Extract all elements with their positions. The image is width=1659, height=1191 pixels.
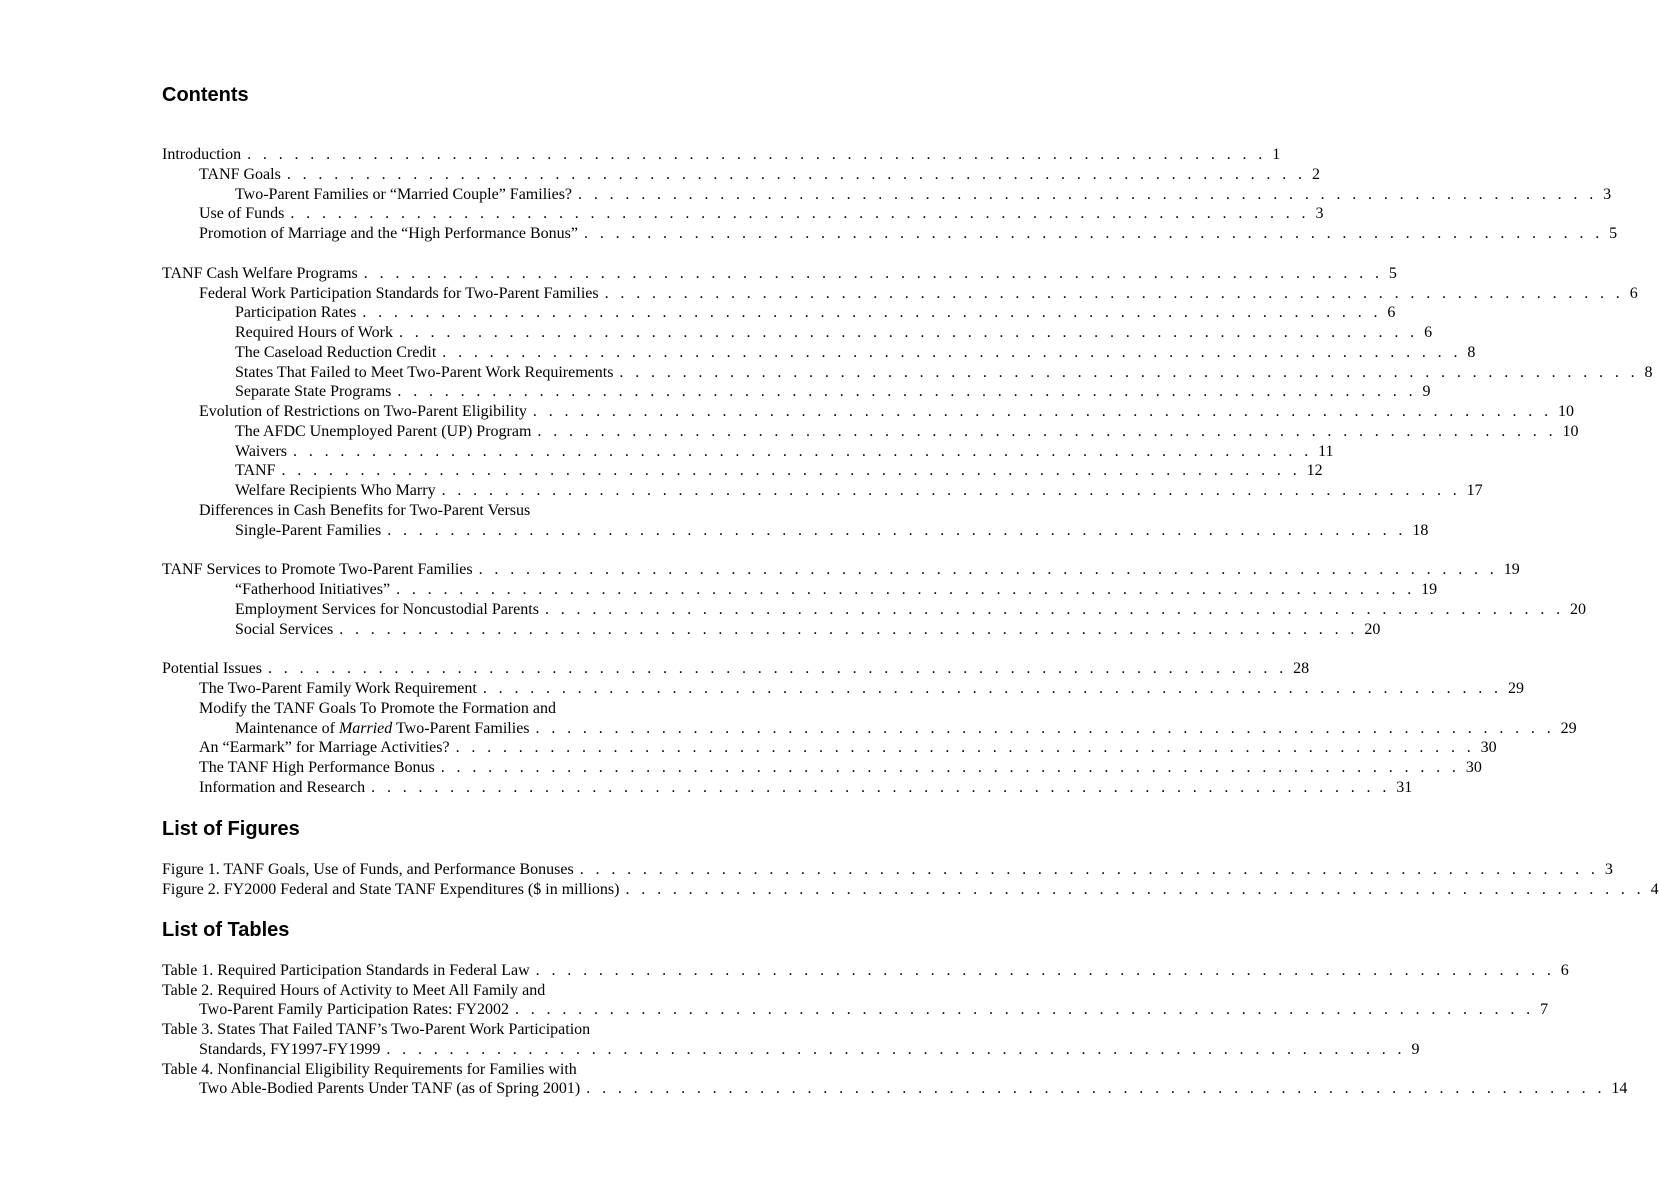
toc-entry-page: 5 <box>1388 265 1397 282</box>
leader-dots: . . . . . . . . . . . . . . . . . . . . . . . . . . . . . . . . . . . . . . . . . . . . . . . . . . . . . . . . . . . . . . . . . <box>290 205 1310 222</box>
label-part: Two-Parent Families <box>392 720 530 737</box>
contents-heading: Contents <box>162 84 249 106</box>
toc-entry-label: The Two-Parent Family Work Requirement <box>199 680 477 697</box>
toc-entry[interactable] <box>235 442 1334 462</box>
leader-dots: . . . . . . . . . . . . . . . . . . . . . . . . . . . . . . . . . . . . . . . . . . . . . . . . . . . . . . . . . . . . . . . . . <box>478 561 1498 578</box>
toc-entry-page: 1 <box>1272 146 1281 163</box>
toc-entry-page: 9 <box>1422 383 1431 400</box>
leader-dots: . . . . . . . . . . . . . . . . . . . . . . . . . . . . . . . . . . . . . . . . . . . . . . . . . . . . . . . . . . . . . . . . . <box>579 861 1599 878</box>
toc-entry-label: Waivers <box>235 443 288 460</box>
toc-entry-label: TANF Goals <box>199 166 281 183</box>
toc-entry-label: Promotion of Marriage and the “High Performance Bonus” <box>199 225 579 242</box>
figure-entry-page: 4 <box>1650 881 1659 898</box>
toc-entry[interactable] <box>162 659 1310 679</box>
figures-heading: List of Figures <box>162 818 300 840</box>
table-entry-label-line[interactable]: Table 3. States That Failed TANF’s Two-Parent Work Participation <box>162 1021 591 1038</box>
leader-dots: . . . . . . . . . . . . . . . . . . . . . . . . . . . . . . . . . . . . . . . . . . . . . . . . . . . . . . . . . . . . . . . . . <box>625 881 1645 898</box>
toc-entry-page: 6 <box>1387 304 1396 321</box>
leader-dots: . . . . . . . . . . . . . . . . . . . . . . . . . . . . . . . . . . . . . . . . . . . . . . . . . . . . . . . . . . . . . . . . . <box>363 265 1383 282</box>
table-entry-label: Two Able-Bodied Parents Under TANF (as of Spring 2001) <box>199 1080 581 1097</box>
toc-entry-page: 10 <box>1558 403 1574 420</box>
toc-entry-label: Welfare Recipients Who Marry <box>235 482 436 499</box>
toc-entry[interactable] <box>235 719 1577 739</box>
toc-entry[interactable] <box>199 758 1482 778</box>
table-entry-label: Table 1. Required Participation Standards in Federal Law <box>162 962 530 979</box>
toc-entry-label: Information and Research <box>199 779 366 796</box>
toc-entry-page: 29 <box>1560 720 1577 737</box>
leader-dots: . . . . . . . . . . . . . . . . . . . . . . . . . . . . . . . . . . . . . . . . . . . . . . . . . . . . . . . . . . . . . . . . . <box>440 759 1460 776</box>
toc-entry[interactable] <box>235 481 1483 501</box>
toc-entry-label: States That Failed to Meet Two-Parent Work Requirements <box>235 364 614 381</box>
figure-entry-page: 3 <box>1604 861 1613 878</box>
toc-entry[interactable] <box>235 580 1438 600</box>
toc-entry[interactable] <box>235 343 1476 363</box>
leader-dots: . . . . . . . . . . . . . . . . . . . . . . . . . . . . . . . . . . . . . . . . . . . . . . . . . . . . . . . . . . . . . . . . . <box>514 1001 1535 1018</box>
toc-entry[interactable] <box>235 600 1587 620</box>
table-entry-page: 7 <box>1540 1001 1549 1018</box>
toc-entry-page: 6 <box>1629 285 1638 302</box>
toc-entry-page: 20 <box>1364 621 1381 638</box>
leader-dots: . . . . . . . . . . . . . . . . . . . . . . . . . . . . . . . . . . . . . . . . . . . . . . . . . . . . . . . . . . . . . . . . . <box>544 601 1565 618</box>
toc-entry[interactable] <box>235 461 1323 481</box>
leader-dots: . . . . . . . . . . . . . . . . . . . . . . . . . . . . . . . . . . . . . . . . . . . . . . . . . . . . . . . . . . . . . . . . . <box>442 344 1462 361</box>
table-entry[interactable] <box>199 1079 1628 1099</box>
figure-entry[interactable] <box>162 860 1613 880</box>
leader-dots: . . . . . . . . . . . . . . . . . . . . . . . . . . . . . . . . . . . . . . . . . . . . . . . . . . . . . . . . . . . . . . . . . <box>386 1041 1406 1058</box>
toc-entry-label: Participation Rates <box>235 304 357 321</box>
toc-entry-label: TANF <box>235 462 276 479</box>
toc-entry[interactable] <box>235 323 1433 343</box>
toc-entry-page: 20 <box>1570 601 1587 618</box>
toc-entry-label: TANF Services to Promote Two-Parent Families <box>162 561 473 578</box>
leader-dots: . . . . . . . . . . . . . . . . . . . . . . . . . . . . . . . . . . . . . . . . . . . . . . . . . . . . . . . . . . . . . . . . . <box>362 304 1382 321</box>
toc-entry-page: 17 <box>1466 482 1483 499</box>
toc-entry-page: 6 <box>1424 324 1433 341</box>
toc-entry[interactable] <box>199 778 1413 798</box>
toc-entry-page: 11 <box>1318 443 1334 460</box>
toc-entry-page: 3 <box>1315 205 1324 222</box>
toc-entry[interactable] <box>199 165 1320 185</box>
toc-entry[interactable] <box>235 363 1653 383</box>
toc-entry-page: 12 <box>1306 462 1323 479</box>
table-entry[interactable] <box>199 1000 1549 1020</box>
toc-entry[interactable] <box>235 620 1381 640</box>
leader-dots: . . . . . . . . . . . . . . . . . . . . . . . . . . . . . . . . . . . . . . . . . . . . . . . . . . . . . . . . . . . . . . . . . <box>339 621 1359 638</box>
toc-entry-label: An “Earmark” for Marriage Activities? <box>199 739 450 756</box>
toc-entry-page: 29 <box>1507 680 1524 697</box>
toc-entry-label: Potential Issues <box>162 660 262 677</box>
leader-dots: . . . . . . . . . . . . . . . . . . . . . . . . . . . . . . . . . . . . . . . . . . . . . . . . . . . . . . . . . . . . . . . . . <box>396 581 1416 598</box>
leader-dots: . . . . . . . . . . . . . . . . . . . . . . . . . . . . . . . . . . . . . . . . . . . . . . . . . . . . . . . . . . . . . . . . . <box>482 680 1502 697</box>
toc-entry[interactable] <box>235 521 1429 541</box>
toc-entry-page: 5 <box>1609 225 1618 242</box>
leader-dots: . . . . . . . . . . . . . . . . . . . . . . . . . . . . . . . . . . . . . . . . . . . . . . . . . . . . . . . . . . . . . . . . . <box>604 285 1624 302</box>
toc-entry-label: Separate State Programs <box>235 383 392 400</box>
table-entry-label: Two-Parent Family Participation Rates: FY2002 <box>199 1001 509 1018</box>
leader-dots: . . . . . . . . . . . . . . . . . . . . . . . . . . . . . . . . . . . . . . . . . . . . . . . . . . . . . . . . . . . . . . . . . <box>537 423 1557 440</box>
leader-dots: . . . . . . . . . . . . . . . . . . . . . . . . . . . . . . . . . . . . . . . . . . . . . . . . . . . . . . . . . . . . . . . . . <box>535 962 1555 979</box>
table-entry[interactable] <box>162 961 1569 981</box>
toc-entry[interactable] <box>199 284 1638 304</box>
toc-entry-page: 10 <box>1562 423 1579 440</box>
table-entry-page: 9 <box>1411 1041 1420 1058</box>
toc-entry-page: 31 <box>1396 779 1413 796</box>
table-entry-page: 14 <box>1611 1080 1628 1097</box>
leader-dots: . . . . . . . . . . . . . . . . . . . . . . . . . . . . . . . . . . . . . . . . . . . . . . . . . . . . . . . . . . . . . . . . . <box>532 403 1552 420</box>
toc-entry-page: 8 <box>1467 344 1476 361</box>
toc-entry-page: 28 <box>1293 660 1310 677</box>
leader-dots: . . . . . . . . . . . . . . . . . . . . . . . . . . . . . . . . . . . . . . . . . . . . . . . . . . . . . . . . . . . . . . . . . <box>584 225 1604 242</box>
leader-dots: . . . . . . . . . . . . . . . . . . . . . . . . . . . . . . . . . . . . . . . . . . . . . . . . . . . . . . . . . . . . . . . . . <box>586 1080 1606 1097</box>
tables-heading: List of Tables <box>162 919 290 941</box>
leader-dots: . . . . . . . . . . . . . . . . . . . . . . . . . . . . . . . . . . . . . . . . . . . . . . . . . . . . . . . . . . . . . . . . . <box>387 522 1407 539</box>
toc-entry-label: Introduction <box>162 146 242 163</box>
toc-entry[interactable] <box>199 224 1618 244</box>
toc-entry-label: The AFDC Unemployed Parent (UP) Program <box>235 423 532 440</box>
label-part: Maintenance of <box>235 720 339 737</box>
toc-entry-label-line[interactable]: Differences in Cash Benefits for Two-Parent Versus <box>199 502 531 519</box>
toc-entry[interactable] <box>235 382 1431 402</box>
leader-dots: . . . . . . . . . . . . . . . . . . . . . . . . . . . . . . . . . . . . . . . . . . . . . . . . . . . . . . . . . . . . . . . . . <box>398 324 1419 341</box>
leader-dots: . . . . . . . . . . . . . . . . . . . . . . . . . . . . . . . . . . . . . . . . . . . . . . . . . . . . . . . . . . . . . . . . . <box>397 383 1417 400</box>
leader-dots: . . . . . . . . . . . . . . . . . . . . . . . . . . . . . . . . . . . . . . . . . . . . . . . . . . . . . . . . . . . . . . . . . <box>371 779 1391 796</box>
toc-entry[interactable] <box>199 738 1497 758</box>
leader-dots: . . . . . . . . . . . . . . . . . . . . . . . . . . . . . . . . . . . . . . . . . . . . . . . . . . . . . . . . . . . . . . . . . <box>247 146 1267 163</box>
toc-entry-page: 30 <box>1480 739 1497 756</box>
toc-entry-label <box>235 719 530 739</box>
figure-entry-label: Figure 1. TANF Goals, Use of Funds, and Performance Bonuses <box>162 861 574 878</box>
table-entry-label-line[interactable]: Table 2. Required Hours of Activity to Meet All Family and <box>162 982 546 999</box>
leader-dots: . . . . . . . . . . . . . . . . . . . . . . . . . . . . . . . . . . . . . . . . . . . . . . . . . . . . . . . . . . . . . . . . . <box>578 186 1598 203</box>
toc-entry[interactable] <box>162 560 1520 580</box>
toc-entry-label: The TANF High Performance Bonus <box>199 759 435 776</box>
table-entry-label-line[interactable]: Table 4. Nonfinancial Eligibility Requirements for Families with <box>162 1061 577 1078</box>
figure-entry[interactable] <box>162 880 1659 900</box>
leader-dots: . . . . . . . . . . . . . . . . . . . . . . . . . . . . . . . . . . . . . . . . . . . . . . . . . . . . . . . . . . . . . . . . . <box>535 720 1555 737</box>
toc-entry-label: Employment Services for Noncustodial Parents <box>235 601 539 618</box>
leader-dots: . . . . . . . . . . . . . . . . . . . . . . . . . . . . . . . . . . . . . . . . . . . . . . . . . . . . . . . . . . . . . . . . . <box>286 166 1306 183</box>
toc-entry-page: 2 <box>1311 166 1320 183</box>
toc-entry-label: Evolution of Restrictions on Two-Parent Eligibility <box>199 403 527 420</box>
toc-entry[interactable] <box>199 402 1574 422</box>
toc-entry[interactable] <box>235 303 1396 323</box>
label-italic-part: Married <box>338 720 393 737</box>
toc-entry[interactable] <box>235 185 1612 205</box>
table-entry-page: 6 <box>1560 962 1569 979</box>
toc-entry-label: Two-Parent Families or “Married Couple” Families? <box>235 186 573 203</box>
toc-entry-page: 3 <box>1603 186 1612 203</box>
toc-entry-label: Required Hours of Work <box>235 324 393 341</box>
leader-dots: . . . . . . . . . . . . . . . . . . . . . . . . . . . . . . . . . . . . . . . . . . . . . . . . . . . . . . . . . . . . . . . . . <box>268 660 1288 677</box>
leader-dots: . . . . . . . . . . . . . . . . . . . . . . . . . . . . . . . . . . . . . . . . . . . . . . . . . . . . . . . . . . . . . . . . . <box>455 739 1475 756</box>
toc-entry[interactable] <box>199 679 1524 699</box>
table-entry[interactable] <box>199 1040 1420 1060</box>
figure-entry-label: Figure 2. FY2000 Federal and State TANF Expenditures ($ in millions) <box>162 881 620 898</box>
toc-entry-label-line[interactable]: Modify the TANF Goals To Promote the Formation and <box>199 700 556 717</box>
toc-entry-page: 18 <box>1412 522 1429 539</box>
toc-entry-page: 19 <box>1503 561 1520 578</box>
leader-dots: . . . . . . . . . . . . . . . . . . . . . . . . . . . . . . . . . . . . . . . . . . . . . . . . . . . . . . . . . . . . . . . . . <box>441 482 1461 499</box>
toc-entry-label: TANF Cash Welfare Programs <box>162 265 358 282</box>
toc-entry[interactable] <box>199 204 1324 224</box>
toc-entry[interactable] <box>162 264 1397 284</box>
toc-entry-label: Single-Parent Families <box>235 522 382 539</box>
toc-entry-label: Use of Funds <box>199 205 285 222</box>
leader-dots: . . . . . . . . . . . . . . . . . . . . . . . . . . . . . . . . . . . . . . . . . . . . . . . . . . . . . . . . . . . . . . . . . <box>281 462 1301 479</box>
toc-entry-label: “Fatherhood Initiatives” <box>235 581 391 598</box>
toc-entry-page: 8 <box>1644 364 1653 381</box>
toc-entry-label: Social Services <box>235 621 334 638</box>
toc-entry[interactable] <box>235 422 1579 442</box>
table-entry-label: Standards, FY1997-FY1999 <box>199 1041 381 1058</box>
toc-entry-page: 30 <box>1465 759 1482 776</box>
leader-dots: . . . . . . . . . . . . . . . . . . . . . . . . . . . . . . . . . . . . . . . . . . . . . . . . . . . . . . . . . . . . . . . . . <box>619 364 1639 381</box>
toc-entry-page: 19 <box>1421 581 1438 598</box>
toc-entry-label: Federal Work Participation Standards for Two-Parent Families <box>199 285 599 302</box>
leader-dots: . . . . . . . . . . . . . . . . . . . . . . . . . . . . . . . . . . . . . . . . . . . . . . . . . . . . . . . . . . . . . . . . . <box>293 443 1313 460</box>
toc-entry[interactable] <box>162 145 1281 165</box>
toc-entry-label: The Caseload Reduction Credit <box>235 344 437 361</box>
